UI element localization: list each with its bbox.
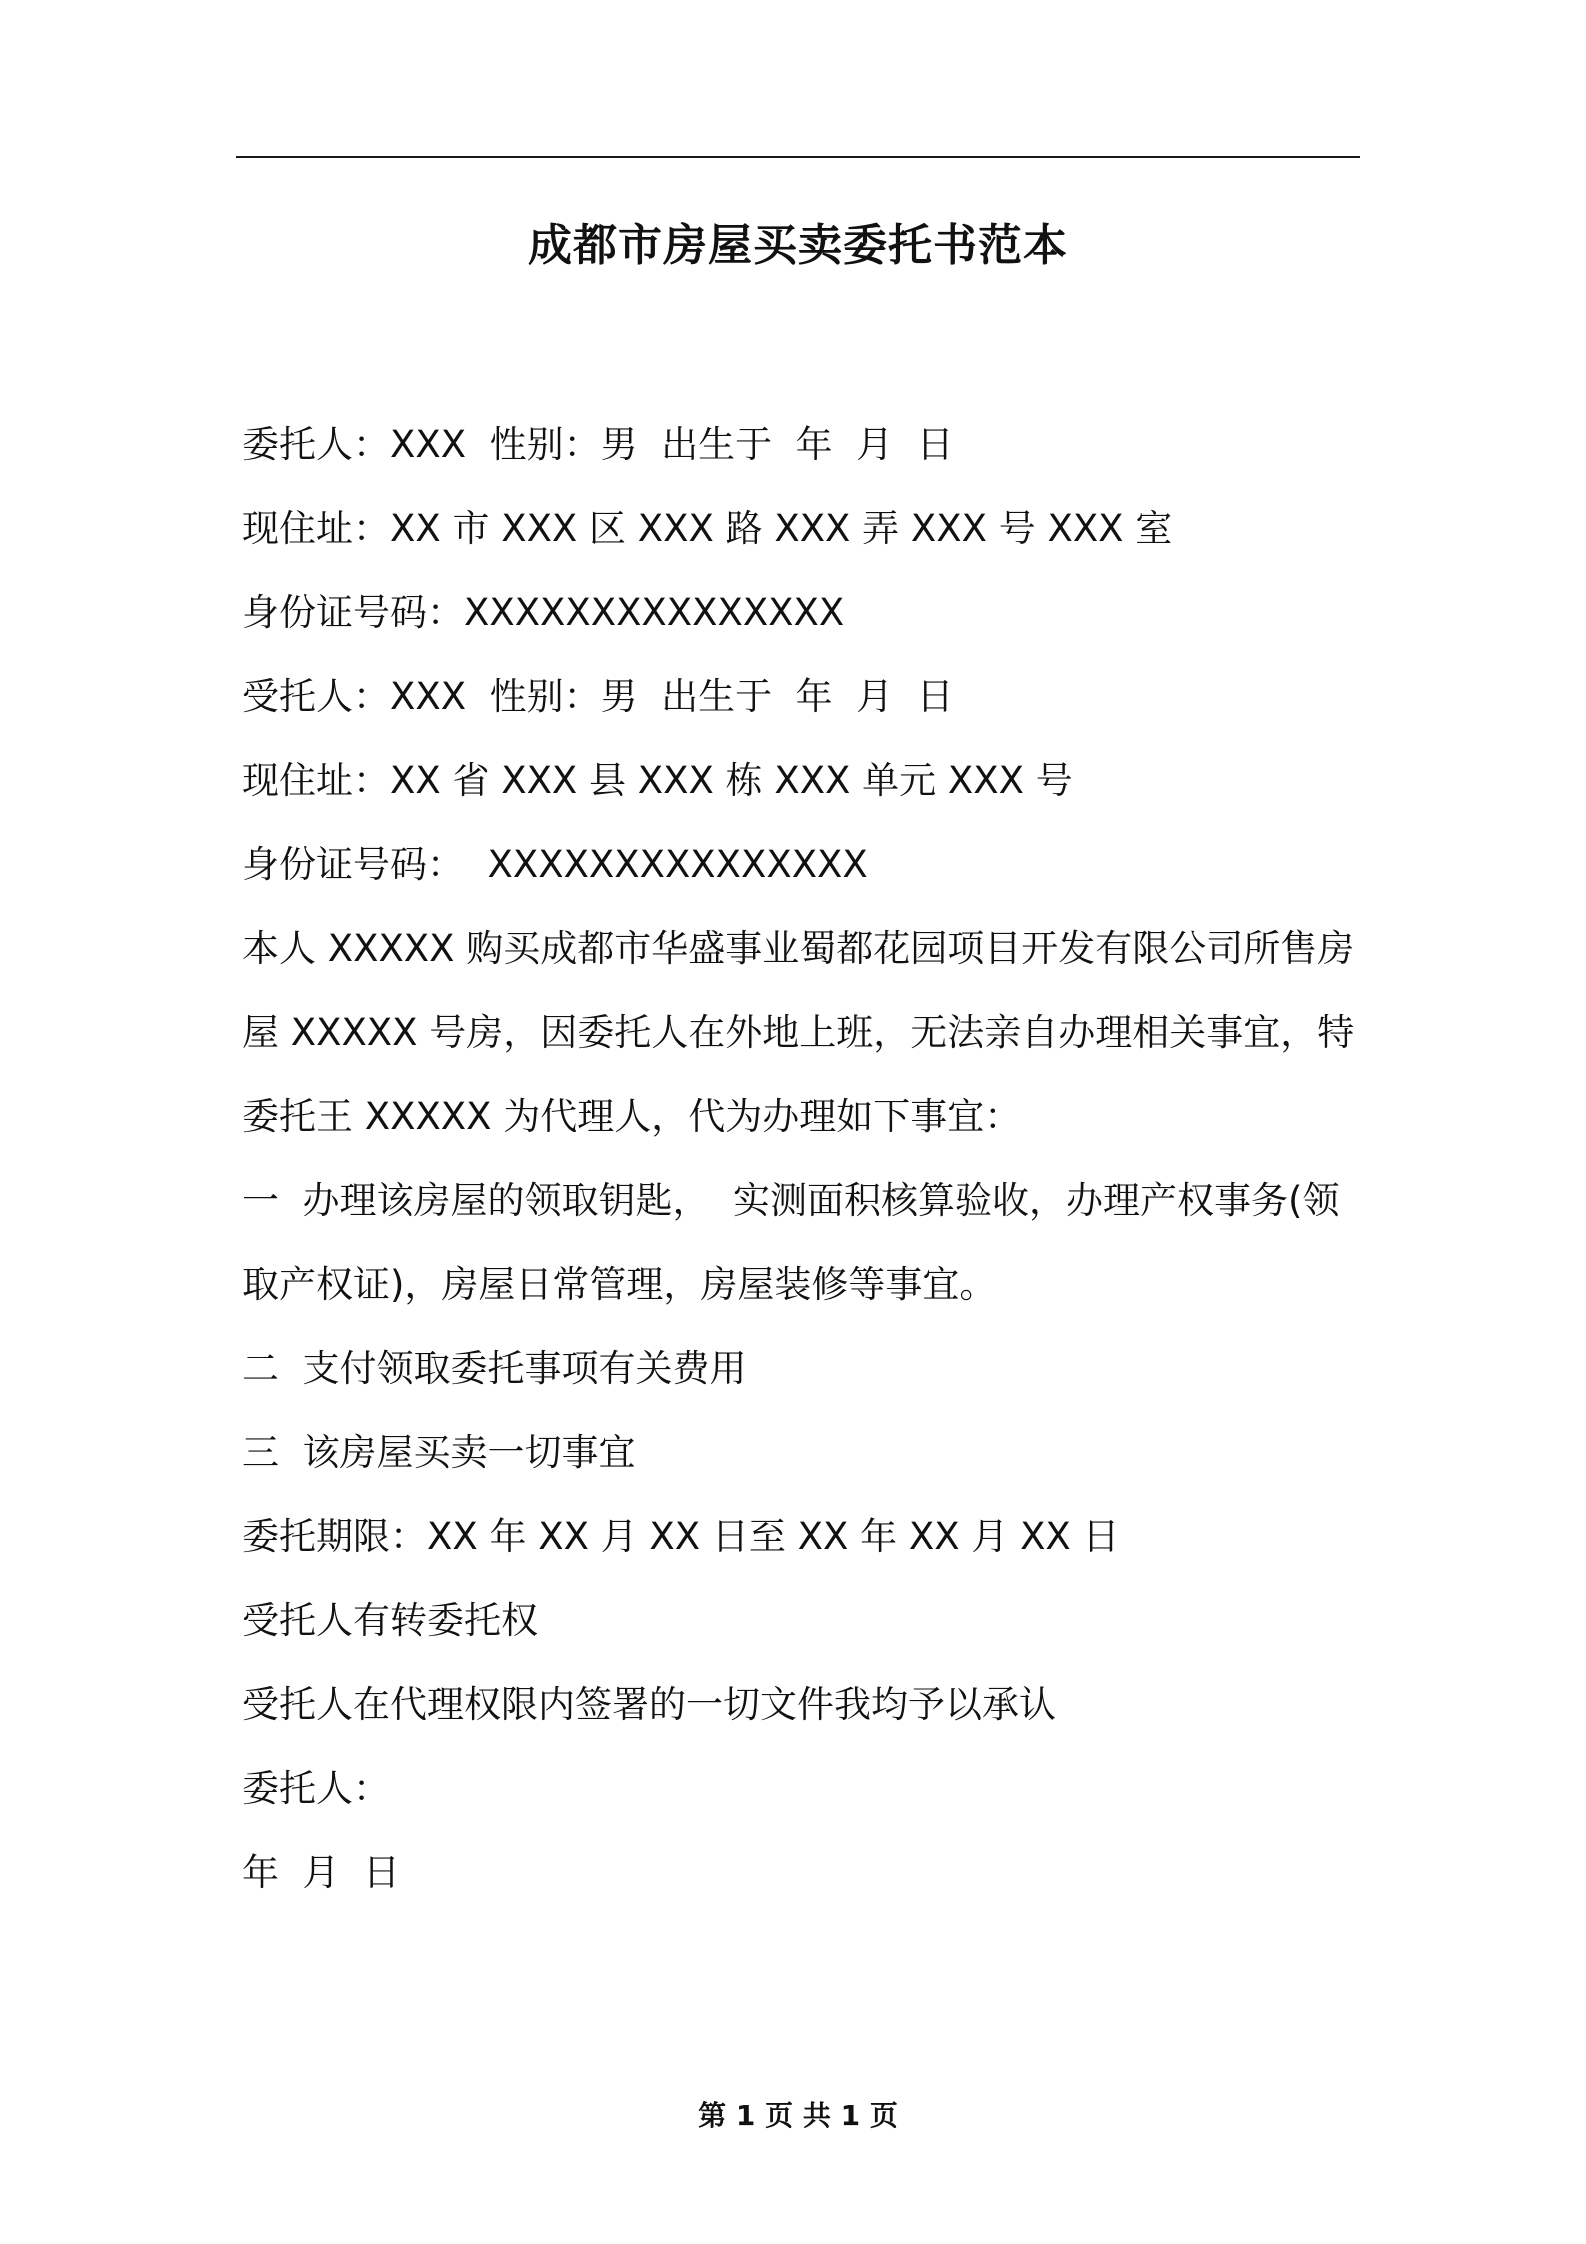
document-body [242, 403, 1362, 1915]
sub-delegation-line: 受托人有转委托权 [242, 1599, 538, 1642]
term-line: 委托期限：XX 年 XX 月 XX 日至 XX 年 XX 月 XX 日 [242, 1515, 1120, 1558]
agent-line: 受托人：XXX 性别：男 出生于 年 月 日 [242, 675, 954, 718]
page-number-footer: 第 1 页 共 1 页 [698, 2099, 898, 2132]
principal-line: 委托人：XXX 性别：男 出生于 年 月 日 [242, 423, 954, 466]
agent-address-line: 现住址：XX 省 XXX 县 XXX 栋 XXX 单元 XXX 号 [242, 759, 1073, 802]
statement-line-2: 屋 XXXXX 号房，因委托人在外地上班，无法亲自办理相关事宜，特 [242, 1011, 1355, 1054]
acknowledgement-line: 受托人在代理权限内签署的一切文件我均予以承认 [242, 1683, 1056, 1726]
principal-address-line: 现住址：XX 市 XXX 区 XXX 路 XXX 弄 XXX 号 XXX 室 [242, 507, 1173, 550]
matter-three-line: 三 该房屋买卖一切事宜 [242, 1431, 636, 1474]
signature-date: 年 月 日 [242, 1851, 401, 1894]
matter-one-line-1: 一 办理该房屋的领取钥匙， 实测面积核算验收，办理产权事务(领 [242, 1179, 1340, 1222]
signature-label: 委托人： [242, 1767, 390, 1810]
statement-line-1: 本人 XXXXX 购买成都市华盛事业蜀都花园项目开发有限公司所售房 [242, 927, 1355, 970]
agent-id-line: 身份证号码： XXXXXXXXXXXXXXX [242, 843, 868, 886]
matter-one-line-2: 取产权证)，房屋日常管理，房屋装修等事宜。 [242, 1263, 997, 1306]
matter-two-line: 二 支付领取委托事项有关费用 [242, 1347, 747, 1390]
document-title: 成都市房屋买卖委托书范本 [528, 220, 1068, 271]
principal-id-line: 身份证号码：XXXXXXXXXXXXXXX [242, 591, 845, 634]
header-rule [236, 156, 1360, 158]
statement-line-3: 委托王 XXXXX 为代理人，代为办理如下事宜： [242, 1095, 1022, 1138]
